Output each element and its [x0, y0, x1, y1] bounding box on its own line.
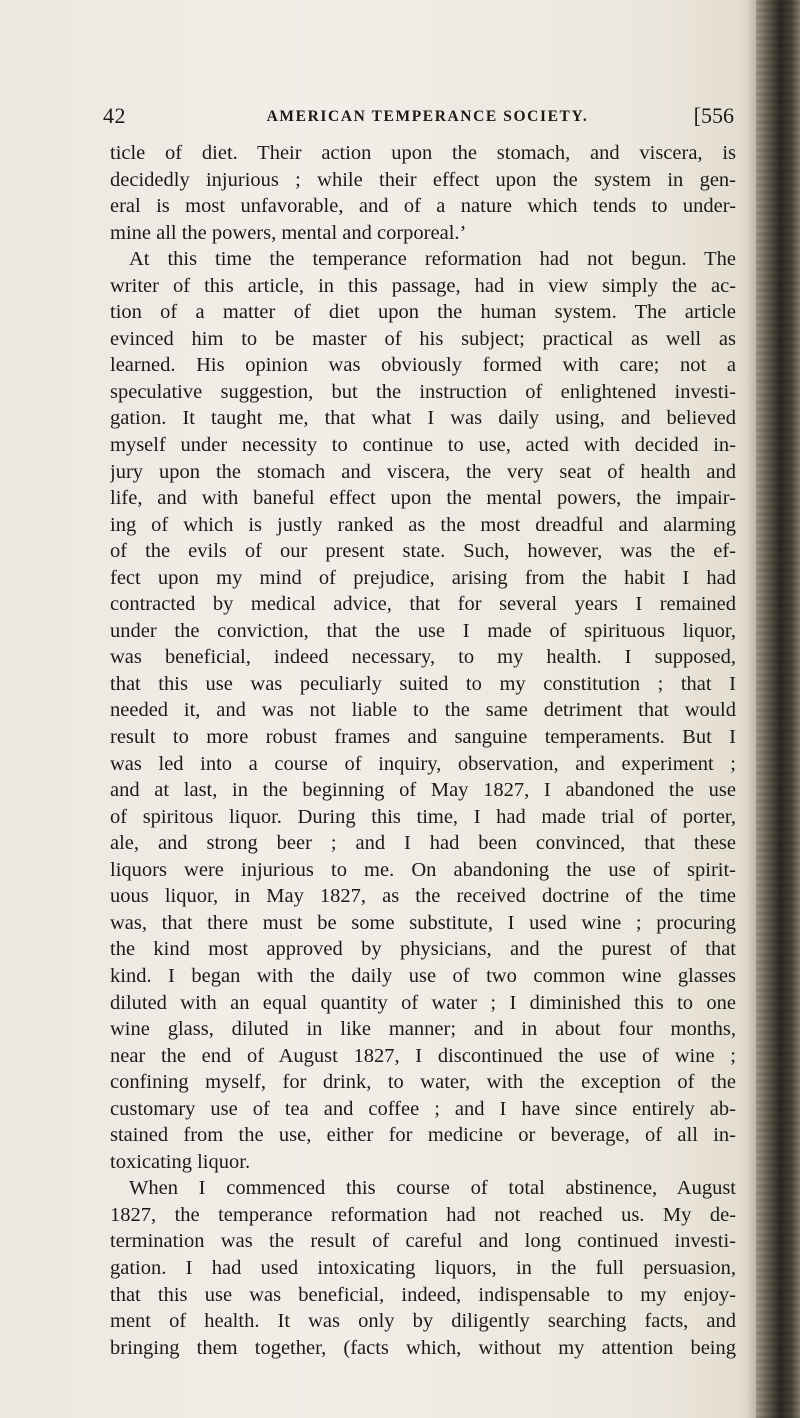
text-line: termination was the result of careful and long continued investi- [110, 1230, 736, 1253]
text-line: tion of a matter of diet upon the human system. The article [110, 301, 736, 324]
text-line: confining myself, for drink, to water, with the exception of the [110, 1071, 736, 1094]
text-line: that this use was beneficial, indeed, indispensable to my enjoy- [110, 1283, 736, 1306]
page-gutter-shadow [746, 0, 756, 1418]
text-line: that this use was peculiarly suited to my constitution ; that I [110, 672, 736, 695]
text-line: mine all the powers, mental and corporeal.’ [110, 221, 467, 244]
text-line: liquors were injurious to me. On abandoning the use of spirit- [110, 858, 736, 881]
text-line: decidedly injurious ; while their effect upon the system in gen- [110, 168, 736, 191]
text-line: bringing them together, (facts which, without my attention being [110, 1336, 736, 1359]
text-line: ing of which is justly ranked as the most dreadful and alarming [110, 513, 736, 536]
text-line: the kind most approved by physicians, and the purest of that [110, 938, 736, 961]
text-line: gation. I had used intoxicating liquors, in the full persuasion, [110, 1256, 736, 1279]
text-line: result to more robust frames and sanguine temperaments. But I [110, 726, 736, 749]
text-line: learned. His opinion was obviously formed with care; not a [110, 354, 736, 377]
running-head: AMERICAN TEMPERANCE SOCIETY. [266, 108, 589, 125]
body-text [110, 140, 736, 1361]
text-line: was beneficial, indeed necessary, to my health. I supposed, [110, 646, 736, 669]
text-line: was led into a course of inquiry, observation, and experiment ; [110, 752, 736, 775]
text-line: of the evils of our present state. Such, however, was the ef- [110, 540, 736, 563]
page-number: 42 [103, 103, 126, 128]
text-line: ment of health. It was only by diligently searching facts, and [110, 1310, 736, 1333]
text-line: needed it, and was not liable to the same detriment that would [110, 699, 736, 722]
text-line: life, and with baneful effect upon the mental powers, the impair- [110, 487, 736, 510]
text-line: gation. It taught me, that what I was daily using, and believed [110, 407, 736, 430]
text-line: At this time the temperance reformation had not begun. The [129, 248, 736, 271]
text-line: fect upon my mind of prejudice, arising from the habit I had [110, 566, 736, 589]
text-line: customary use of tea and coffee ; and I have since entirely ab- [110, 1097, 736, 1120]
text-line: ale, and strong beer ; and I had been convinced, that these [110, 832, 736, 855]
text-line: near the end of August 1827, I discontinued the use of wine ; [110, 1044, 736, 1067]
text-line: ticle of diet. Their action upon the stomach, and viscera, is [110, 142, 736, 164]
text-line: kind. I began with the daily use of two common wine glasses [110, 964, 736, 987]
text-line: 1827, the temperance reformation had not reached us. My de- [110, 1203, 736, 1226]
text-line: evinced him to be master of his subject; practical as well as [110, 327, 736, 350]
text-line: of spiritous liquor. During this time, I had made trial of porter, [110, 805, 736, 828]
text-line: wine glass, diluted in like manner; and in about four months, [110, 1018, 736, 1041]
book-spine-edge [756, 0, 800, 1418]
text-line: When I commenced this course of total abstinence, August [129, 1177, 736, 1200]
text-line: myself under necessity to continue to use, acted with decided in- [110, 434, 736, 457]
text-line: under the conviction, that the use I made of spirituous liquor, [110, 619, 736, 642]
text-line: writer of this article, in this passage, had in view simply the ac- [110, 274, 736, 297]
text-line: uous liquor, in May 1827, as the received doctrine of the time [110, 885, 736, 908]
page-header [103, 101, 738, 135]
text-line: stained from the use, either for medicine or beverage, of all in- [110, 1124, 736, 1147]
text-line: and at last, in the beginning of May 1827, I abandoned the use [110, 779, 736, 802]
text-line: jury upon the stomach and viscera, the very seat of health and [110, 460, 736, 483]
text-line: contracted by medical advice, that for several years I remained [110, 593, 736, 616]
text-line: speculative suggestion, but the instruction of enlightened investi- [110, 380, 736, 403]
text-line: toxicating liquor. [110, 1150, 251, 1173]
text-line: was, that there must be some substitute, I used wine ; procuring [110, 911, 736, 934]
section-reference: [556 [693, 103, 734, 128]
text-line: eral is most unfavorable, and of a nature which tends to under- [110, 195, 736, 218]
text-line: diluted with an equal quantity of water ; I diminished this to one [110, 991, 736, 1014]
